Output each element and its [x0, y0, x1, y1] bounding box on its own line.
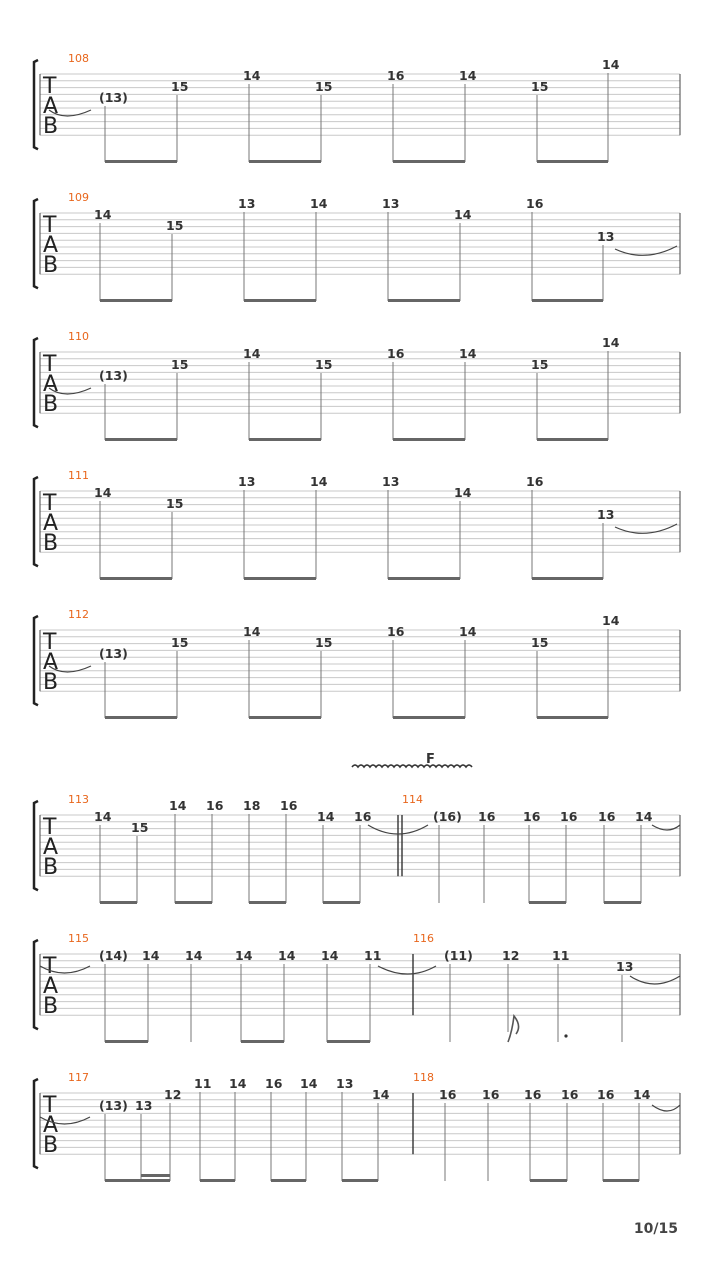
beam: [532, 577, 603, 580]
tab-clef-letter: T: [43, 352, 57, 377]
measure-number: 112: [68, 608, 89, 621]
fret-number: 16: [524, 1087, 542, 1102]
beam: [271, 1179, 306, 1182]
fret-number: 18: [243, 798, 261, 813]
tab-clef-letter: T: [43, 630, 57, 655]
vibrato-wave: [352, 765, 472, 767]
fret-number: 14: [454, 207, 472, 222]
beam: [105, 438, 177, 441]
fret-number: 11: [552, 948, 570, 963]
beam: [537, 716, 608, 719]
fret-number: 16: [598, 809, 616, 824]
fret-number: 14: [602, 335, 620, 350]
fret-number: 14: [185, 948, 203, 963]
fret-number: 16: [526, 196, 544, 211]
fret-number: 14: [635, 809, 653, 824]
system-bracket: [34, 60, 38, 149]
fret-number: (13): [99, 90, 128, 105]
tab-clef-letter: A: [43, 835, 59, 860]
fret-number: 14: [602, 57, 620, 72]
fret-number: 14: [235, 948, 253, 963]
beam: [604, 901, 641, 904]
beam: [393, 716, 465, 719]
tab-clef-letter: A: [43, 1113, 59, 1138]
fret-number: 12: [164, 1087, 182, 1102]
fret-number: 14: [278, 948, 296, 963]
tab-clef-letter: A: [43, 974, 59, 999]
note-flag: [508, 1016, 519, 1042]
measure-number: 114: [402, 793, 423, 806]
system-bracket: [34, 616, 38, 705]
measure-number: 116: [413, 932, 434, 945]
beam: [100, 299, 172, 302]
fret-number: 14: [243, 346, 261, 361]
fret-number: 14: [633, 1087, 651, 1102]
beam: [100, 901, 137, 904]
beam: [388, 299, 460, 302]
fret-number: 16: [597, 1087, 615, 1102]
tab-clef-letter: B: [43, 392, 59, 417]
fret-number: 16: [523, 809, 541, 824]
beam: [200, 1179, 235, 1182]
beam: [241, 1040, 284, 1043]
fret-number: 13: [382, 196, 400, 211]
beam: [249, 901, 286, 904]
measure-number: 117: [68, 1071, 89, 1084]
fret-number: 14: [243, 624, 261, 639]
fret-number: 16: [482, 1087, 500, 1102]
fret-number: 15: [131, 820, 149, 835]
tie-arc: [652, 825, 680, 830]
beam: [342, 1179, 378, 1182]
beam: [249, 438, 321, 441]
tab-clef-letter: T: [43, 491, 57, 516]
fret-number: 13: [238, 474, 256, 489]
fret-number: 14: [459, 346, 477, 361]
fret-number: 14: [317, 809, 335, 824]
tab-clef-letter: T: [43, 815, 57, 840]
system-bracket: [34, 199, 38, 288]
beam: [532, 299, 603, 302]
tab-clef-letter: B: [43, 670, 59, 695]
fret-number: 14: [310, 196, 328, 211]
beam: [105, 1040, 148, 1043]
system-bracket: [34, 801, 38, 890]
tab-clef-letter: T: [43, 213, 57, 238]
beam: [105, 716, 177, 719]
fret-number: 15: [315, 357, 333, 372]
measure-number: 113: [68, 793, 89, 806]
fret-number: 14: [602, 613, 620, 628]
section-marker: F: [426, 752, 435, 767]
fret-number: 11: [194, 1076, 212, 1091]
fret-number: 13: [238, 196, 256, 211]
beam: [244, 299, 316, 302]
fret-number: 13: [597, 229, 615, 244]
tab-clef-letter: B: [43, 855, 59, 880]
fret-number: 14: [310, 474, 328, 489]
tab-clef-letter: B: [43, 253, 59, 278]
fret-number: (14): [99, 948, 128, 963]
fret-number: 14: [94, 207, 112, 222]
tab-clef-letter: B: [43, 114, 59, 139]
fret-number: 15: [166, 218, 184, 233]
beam: [175, 901, 212, 904]
beam: [603, 1179, 639, 1182]
tab-clef-letter: B: [43, 1133, 59, 1158]
fret-number: 14: [459, 68, 477, 83]
beam: [327, 1040, 370, 1043]
fret-number: 14: [94, 809, 112, 824]
fret-number: 15: [531, 357, 549, 372]
fret-number: 16: [478, 809, 496, 824]
system-bracket: [34, 338, 38, 427]
fret-number: (13): [99, 1098, 128, 1113]
fret-number: 16: [526, 474, 544, 489]
beam: [323, 901, 360, 904]
tab-clef-letter: B: [43, 531, 59, 556]
measure-number: 108: [68, 52, 89, 65]
fret-number: 14: [454, 485, 472, 500]
beam: [105, 1179, 170, 1182]
beam: [537, 438, 608, 441]
fret-number: 16: [439, 1087, 457, 1102]
fret-number: 16: [265, 1076, 283, 1091]
fret-number: 14: [169, 798, 187, 813]
beam: [530, 1179, 567, 1182]
fret-number: 14: [300, 1076, 318, 1091]
fret-number: 15: [171, 79, 189, 94]
fret-number: 13: [135, 1098, 153, 1113]
fret-number: 15: [166, 496, 184, 511]
beam: [244, 577, 316, 580]
tab-clef-letter: T: [43, 954, 57, 979]
measure-number: 109: [68, 191, 89, 204]
beam: [105, 160, 177, 163]
fret-number: 15: [531, 79, 549, 94]
fret-number: (16): [433, 809, 462, 824]
beam: [388, 577, 460, 580]
fret-number: 16: [387, 624, 405, 639]
fret-number: (11): [444, 948, 473, 963]
fret-number: 16: [561, 1087, 579, 1102]
fret-number: 14: [321, 948, 339, 963]
beam: [393, 438, 465, 441]
beam: [100, 577, 172, 580]
tab-clef-letter: A: [43, 511, 59, 536]
measure-number: 111: [68, 469, 89, 482]
fret-number: 16: [206, 798, 224, 813]
beam: [141, 1174, 170, 1177]
tab-clef-letter: B: [43, 994, 59, 1019]
fret-number: 14: [243, 68, 261, 83]
fret-number: 13: [616, 959, 634, 974]
fret-number: 13: [382, 474, 400, 489]
beam: [529, 901, 566, 904]
fret-number: 15: [171, 357, 189, 372]
fret-number: 13: [597, 507, 615, 522]
system-bracket: [34, 940, 38, 1029]
tab-clef-letter: A: [43, 650, 59, 675]
fret-number: 16: [354, 809, 372, 824]
measure-number: 115: [68, 932, 89, 945]
fret-number: 16: [387, 68, 405, 83]
fret-number: 13: [336, 1076, 354, 1091]
fret-number: (13): [99, 368, 128, 383]
fret-number: 11: [364, 948, 382, 963]
system-bracket: [34, 477, 38, 566]
beam: [249, 160, 321, 163]
fret-number: 16: [280, 798, 298, 813]
fret-number: 16: [560, 809, 578, 824]
fret-number: 15: [531, 635, 549, 650]
tab-clef-letter: A: [43, 94, 59, 119]
page-number: 10/15: [633, 1221, 678, 1237]
fret-number: 12: [502, 948, 520, 963]
tie-arc: [630, 976, 680, 984]
fret-number: 14: [94, 485, 112, 500]
beam: [249, 716, 321, 719]
tie-arc: [652, 1105, 680, 1111]
fret-number: 16: [387, 346, 405, 361]
fret-number: 14: [229, 1076, 247, 1091]
fret-number: 15: [315, 79, 333, 94]
fret-number: 15: [171, 635, 189, 650]
dot: [564, 1034, 567, 1037]
fret-number: 14: [459, 624, 477, 639]
beam: [537, 160, 608, 163]
tab-clef-letter: T: [43, 1093, 57, 1118]
measure-number: 118: [413, 1071, 434, 1084]
measure-number: 110: [68, 330, 89, 343]
fret-number: 14: [142, 948, 160, 963]
fret-number: 14: [372, 1087, 390, 1102]
tab-clef-letter: T: [43, 74, 57, 99]
fret-number: (13): [99, 646, 128, 661]
fret-number: 15: [315, 635, 333, 650]
beam: [393, 160, 465, 163]
tab-clef-letter: A: [43, 372, 59, 397]
tab-clef-letter: A: [43, 233, 59, 258]
system-bracket: [34, 1079, 38, 1168]
